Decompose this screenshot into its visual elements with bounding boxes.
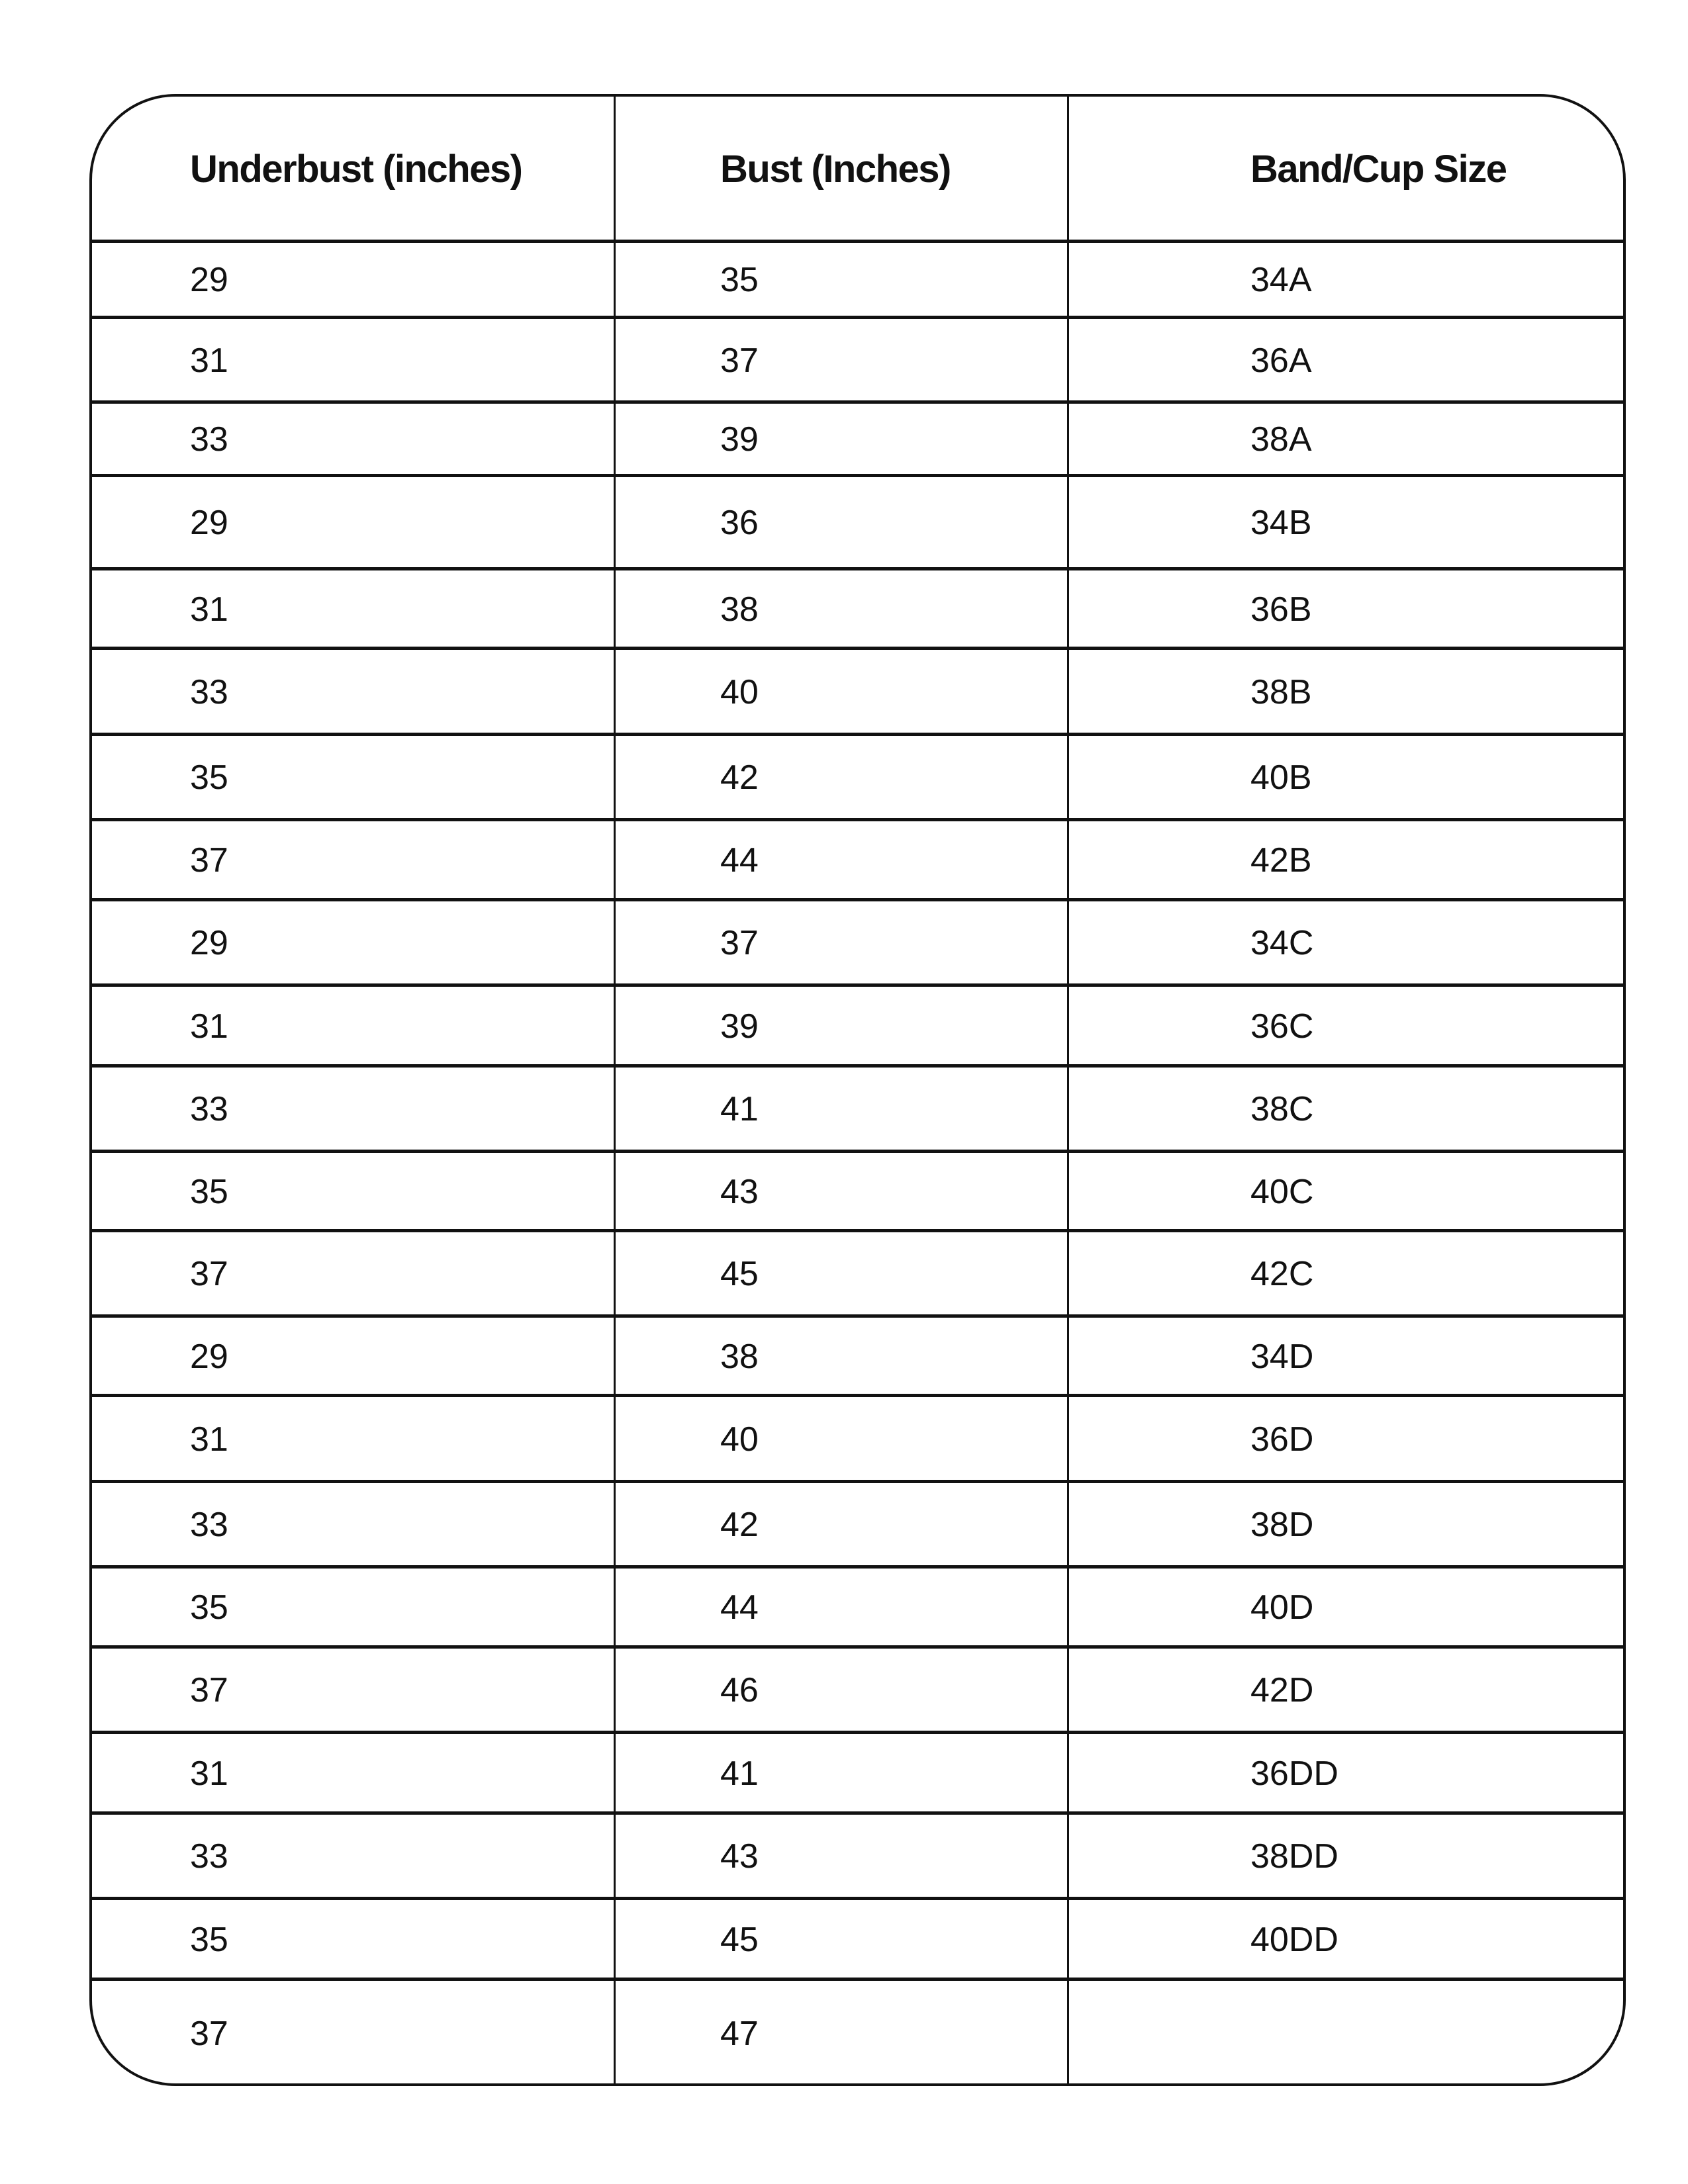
cell-bust: 44 [720, 1588, 759, 1627]
cell-bust: 41 [720, 1754, 759, 1793]
cell-underbust: 29 [190, 261, 228, 299]
cell-underbust: 37 [190, 1671, 228, 1709]
cell-bust: 40 [720, 672, 759, 711]
cell-underbust: 33 [190, 420, 228, 459]
cell-underbust: 31 [190, 590, 228, 629]
table-row [92, 1397, 1623, 1481]
cell-bust: 42 [720, 1506, 759, 1544]
cell-bust: 47 [720, 2014, 759, 2053]
table-row [92, 477, 1623, 569]
cell-bust: 38 [720, 590, 759, 629]
row-divider [92, 2085, 1623, 2086]
table-row [92, 1569, 1623, 1647]
cell-underbust: 33 [190, 672, 228, 711]
cell-underbust: 37 [190, 2014, 228, 2053]
cell-underbust: 37 [190, 1255, 228, 1293]
cell-band-cup-size: 36B [1250, 590, 1312, 629]
cell-underbust: 35 [190, 758, 228, 797]
cell-underbust: 31 [190, 1007, 228, 1046]
table-row [92, 243, 1623, 317]
table-row [92, 736, 1623, 819]
table-row [92, 1900, 1623, 1979]
header-row [92, 97, 1623, 241]
cell-underbust: 37 [190, 841, 228, 880]
cell-bust: 45 [720, 1920, 759, 1959]
table-row [92, 1483, 1623, 1567]
cell-bust: 39 [720, 420, 759, 459]
table-row [92, 1318, 1623, 1395]
table-row [92, 1068, 1623, 1151]
header-bust: Bust (Inches) [720, 147, 951, 191]
cell-underbust: 29 [190, 504, 228, 542]
cell-band-cup-size: 42B [1250, 841, 1312, 880]
cell-bust: 37 [720, 341, 759, 380]
cell-band-cup-size: 34B [1250, 504, 1312, 542]
cell-bust: 43 [720, 1172, 759, 1211]
table-row [92, 1232, 1623, 1316]
cell-band-cup-size: 42D [1250, 1671, 1314, 1709]
table-row [92, 821, 1623, 899]
table-row [92, 570, 1623, 648]
cell-band-cup-size: 34C [1250, 924, 1314, 962]
cell-bust: 38 [720, 1337, 759, 1376]
header-band-cup-size: Band/Cup Size [1250, 147, 1507, 191]
cell-bust: 35 [720, 261, 759, 299]
cell-band-cup-size: 38D [1250, 1506, 1314, 1544]
table-row [92, 1153, 1623, 1230]
table-row [92, 1815, 1623, 1898]
cell-underbust: 35 [190, 1588, 228, 1627]
cell-band-cup-size: 36A [1250, 341, 1312, 380]
cell-bust: 36 [720, 504, 759, 542]
cell-underbust: 31 [190, 1754, 228, 1793]
cell-bust: 45 [720, 1255, 759, 1293]
cell-band-cup-size: 36C [1250, 1007, 1314, 1046]
cell-band-cup-size: 36DD [1250, 1754, 1338, 1793]
cell-bust: 40 [720, 1420, 759, 1459]
size-chart-table [89, 94, 1626, 2086]
cell-underbust: 33 [190, 1837, 228, 1876]
cell-band-cup-size: 36D [1250, 1420, 1314, 1459]
cell-underbust: 35 [190, 1172, 228, 1211]
cell-underbust: 29 [190, 924, 228, 962]
cell-underbust: 31 [190, 341, 228, 380]
cell-bust: 37 [720, 924, 759, 962]
cell-band-cup-size: 38B [1250, 672, 1312, 711]
cell-underbust: 33 [190, 1090, 228, 1128]
table-row [92, 987, 1623, 1066]
cell-underbust: 31 [190, 1420, 228, 1459]
cell-band-cup-size: 38DD [1250, 1837, 1338, 1876]
cell-bust: 46 [720, 1671, 759, 1709]
table-row [92, 319, 1623, 402]
table-row [92, 404, 1623, 475]
cell-band-cup-size: 40DD [1250, 1920, 1338, 1959]
cell-bust: 43 [720, 1837, 759, 1876]
cell-band-cup-size: 40D [1250, 1588, 1314, 1627]
cell-band-cup-size: 34A [1250, 261, 1312, 299]
header-underbust: Underbust (inches) [190, 147, 522, 191]
cell-bust: 41 [720, 1090, 759, 1128]
cell-underbust: 29 [190, 1337, 228, 1376]
cell-band-cup-size: 38A [1250, 420, 1312, 459]
table-row [92, 1981, 1623, 2086]
cell-bust: 42 [720, 758, 759, 797]
table-row [92, 1649, 1623, 1732]
cell-band-cup-size: 40B [1250, 758, 1312, 797]
cell-bust: 44 [720, 841, 759, 880]
table-row [92, 650, 1623, 734]
cell-bust: 39 [720, 1007, 759, 1046]
cell-band-cup-size: 34D [1250, 1337, 1314, 1376]
cell-band-cup-size: 42C [1250, 1255, 1314, 1293]
cell-band-cup-size: 40C [1250, 1172, 1314, 1211]
cell-band-cup-size: 38C [1250, 1090, 1314, 1128]
table-row [92, 1734, 1623, 1813]
table-row [92, 901, 1623, 985]
cell-underbust: 35 [190, 1920, 228, 1959]
cell-underbust: 33 [190, 1506, 228, 1544]
